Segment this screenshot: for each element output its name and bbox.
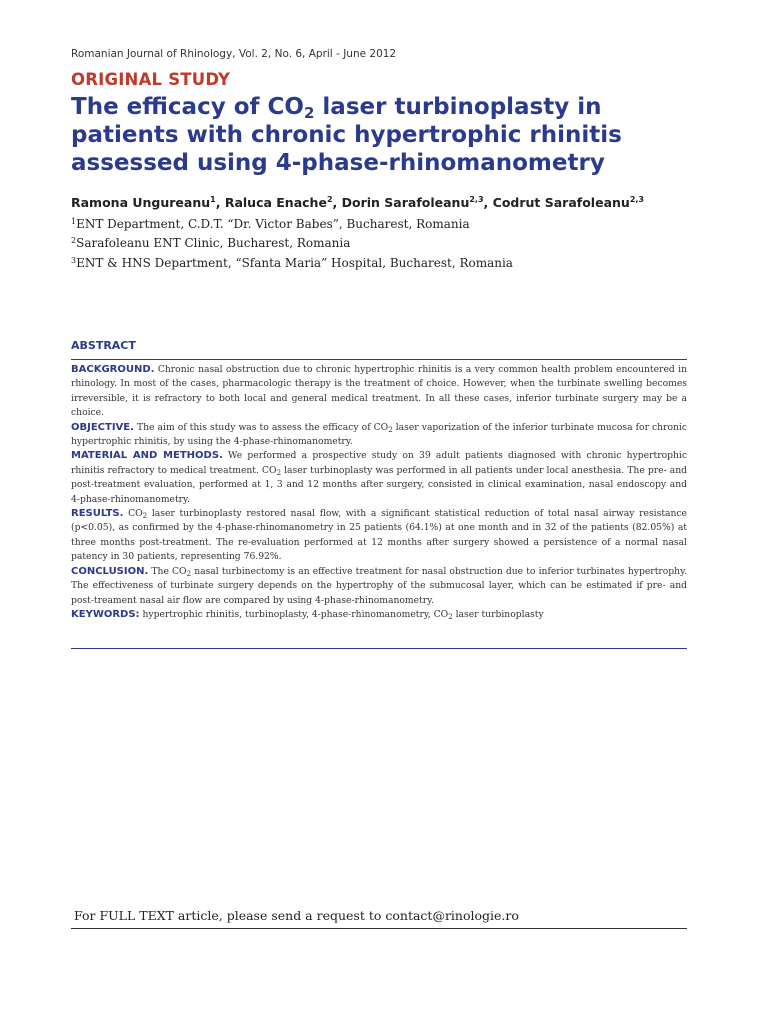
abstract-keywords (71, 608, 687, 622)
author-list (71, 195, 711, 210)
objective-label: OBJECTIVE. (71, 421, 134, 433)
affiliation (71, 236, 350, 250)
affiliation-text: ENT & HNS Department, “Sfanta Maria” Hospital, Bucharest, Romania (76, 256, 513, 270)
abstract-background (71, 363, 687, 421)
objective-text: The aim of this study was to assess the efficacy of CO (133, 421, 389, 433)
affiliation-text: Sarafoleanu ENT Clinic, Bucharest, Romania (76, 236, 351, 250)
title-subscript: 2 (303, 104, 315, 122)
conclusion-text: The CO (148, 565, 187, 577)
affiliation (71, 217, 470, 231)
keywords-subscript: 2 (448, 612, 453, 621)
affiliation (71, 256, 513, 270)
conclusion-subscript: 2 (186, 569, 192, 578)
author-affiliation-marker: 1 (210, 195, 216, 204)
abstract-bottom-divider (71, 648, 687, 649)
full-text-request (74, 908, 519, 923)
author-affiliation-marker: 2,3 (629, 195, 644, 204)
results-label: RESULTS. (71, 508, 124, 520)
methods-subscript: 2 (276, 468, 282, 477)
title-part-2: laser turbinoplasty in patients with chronic hypertrophic rhinitis assessed using 4-phase-rhinomanometry (71, 94, 622, 176)
abstract-objective (71, 421, 687, 450)
abstract-heading: ABSTRACT (71, 339, 136, 352)
title-part-1: The efficacy of CO (71, 94, 304, 120)
results-text-pre: CO (123, 508, 143, 520)
objective-text-cont: laser vaporization of the inferior turbinate mucosa for chronic hypertrophic rhinitis, by using the 4-phase-rhinomanometry. (71, 421, 687, 448)
affiliation-text: ENT Department, C.D.T. “Dr. Victor Babes”, Bucharest, Romania (76, 217, 470, 231)
abstract-body (71, 363, 687, 622)
author-name: Raluca Enache (224, 195, 327, 210)
abstract-top-divider (71, 359, 687, 360)
background-text: Chronic nasal obstruction due to chronic hypertrophic rhinitis is a very common health problem encountered in rhinology. In most of the cases, pharmacologic therapy is the treatment of choice. However, when the turbinate swelling becomes irreversible, it is refractory to both local and general medical treatment. In all these cases, inferior turbinate surgery may be a choice. (71, 364, 687, 419)
full-text-request-prefix: For FULL TEXT article, please send a request to (74, 908, 386, 923)
results-text: laser turbinoplasty restored nasal flow, with a significant statistical reduction of total nasal airway resistance (p<0.05), as confirmed by the 4-phase-rhinomanometry in 25 patients (64.1%) at one month and in 32 of the patients (82.05%) at three months post-treatment. The re-evaluation performed at 12 months after surgery showed a persistence of a normal nasal patency in 30 patients, representing 76.92%. (71, 508, 687, 563)
keywords-label: KEYWORDS: (71, 608, 140, 620)
abstract-conclusion (71, 565, 687, 608)
author-separator: , (332, 195, 342, 210)
objective-subscript: 2 (388, 425, 393, 434)
author-name: Ramona Ungureanu (71, 195, 211, 210)
author-name: Codrut Sarafoleanu (492, 195, 630, 210)
author-affiliation-marker: 2 (326, 195, 333, 204)
methods-label: MATERIAL AND METHODS. (71, 450, 223, 462)
methods-text: We performed a prospective study on 39 adult patients diagnosed with chronic hypertrophic rhinitis refractory to medical treatment. CO (71, 450, 687, 476)
conclusion-text-cont: nasal turbinectomy is an effective treatment for nasal obstruction due to inferior turbinates hypertrophy. The effectiveness of turbinate surgery depends on the hypertrophy of the submucosal layer, which can be estimated if pre- and post-treament nasal air flow are compared by using 4-phase-rhinomanometry. (71, 565, 687, 606)
journal-info: Romanian Journal of Rhinology, Vol. 2, No. 6, April - June 2012 (71, 48, 397, 60)
contact-email-link[interactable]: contact@rinologie.ro (385, 908, 519, 923)
abstract-results (71, 507, 687, 565)
affiliation-number: 2 (71, 236, 77, 245)
background-label: BACKGROUND. (71, 364, 155, 375)
methods-text-cont: laser turbinoplasty was performed in all patients under local anesthesia. The pre- and post-treatment evaluation, performed at 1, 3 and 12 months after surgery, consisted in clinical examination, nasal endoscopy and 4-phase-rhinomanometry. (71, 464, 687, 505)
affiliation-number: 3 (71, 256, 77, 265)
conclusion-label: CONCLUSION. (71, 565, 149, 577)
affiliation-number: 1 (71, 217, 77, 226)
footer-divider (71, 928, 687, 929)
section-label: ORIGINAL STUDY (71, 70, 231, 89)
author-separator: , (483, 195, 493, 210)
abstract-methods (71, 449, 687, 507)
keywords-text: hypertrophic rhinitis, turbinoplasty, 4-phase-rhinomanometry, CO (139, 608, 449, 620)
article-title (71, 93, 691, 177)
keywords-text-cont: laser turbinoplasty (452, 608, 544, 620)
results-subscript: 2 (142, 512, 148, 521)
author-name: Dorin Sarafoleanu (341, 195, 470, 210)
author-affiliation-marker: 2,3 (469, 195, 484, 204)
author-separator: , (215, 195, 225, 210)
